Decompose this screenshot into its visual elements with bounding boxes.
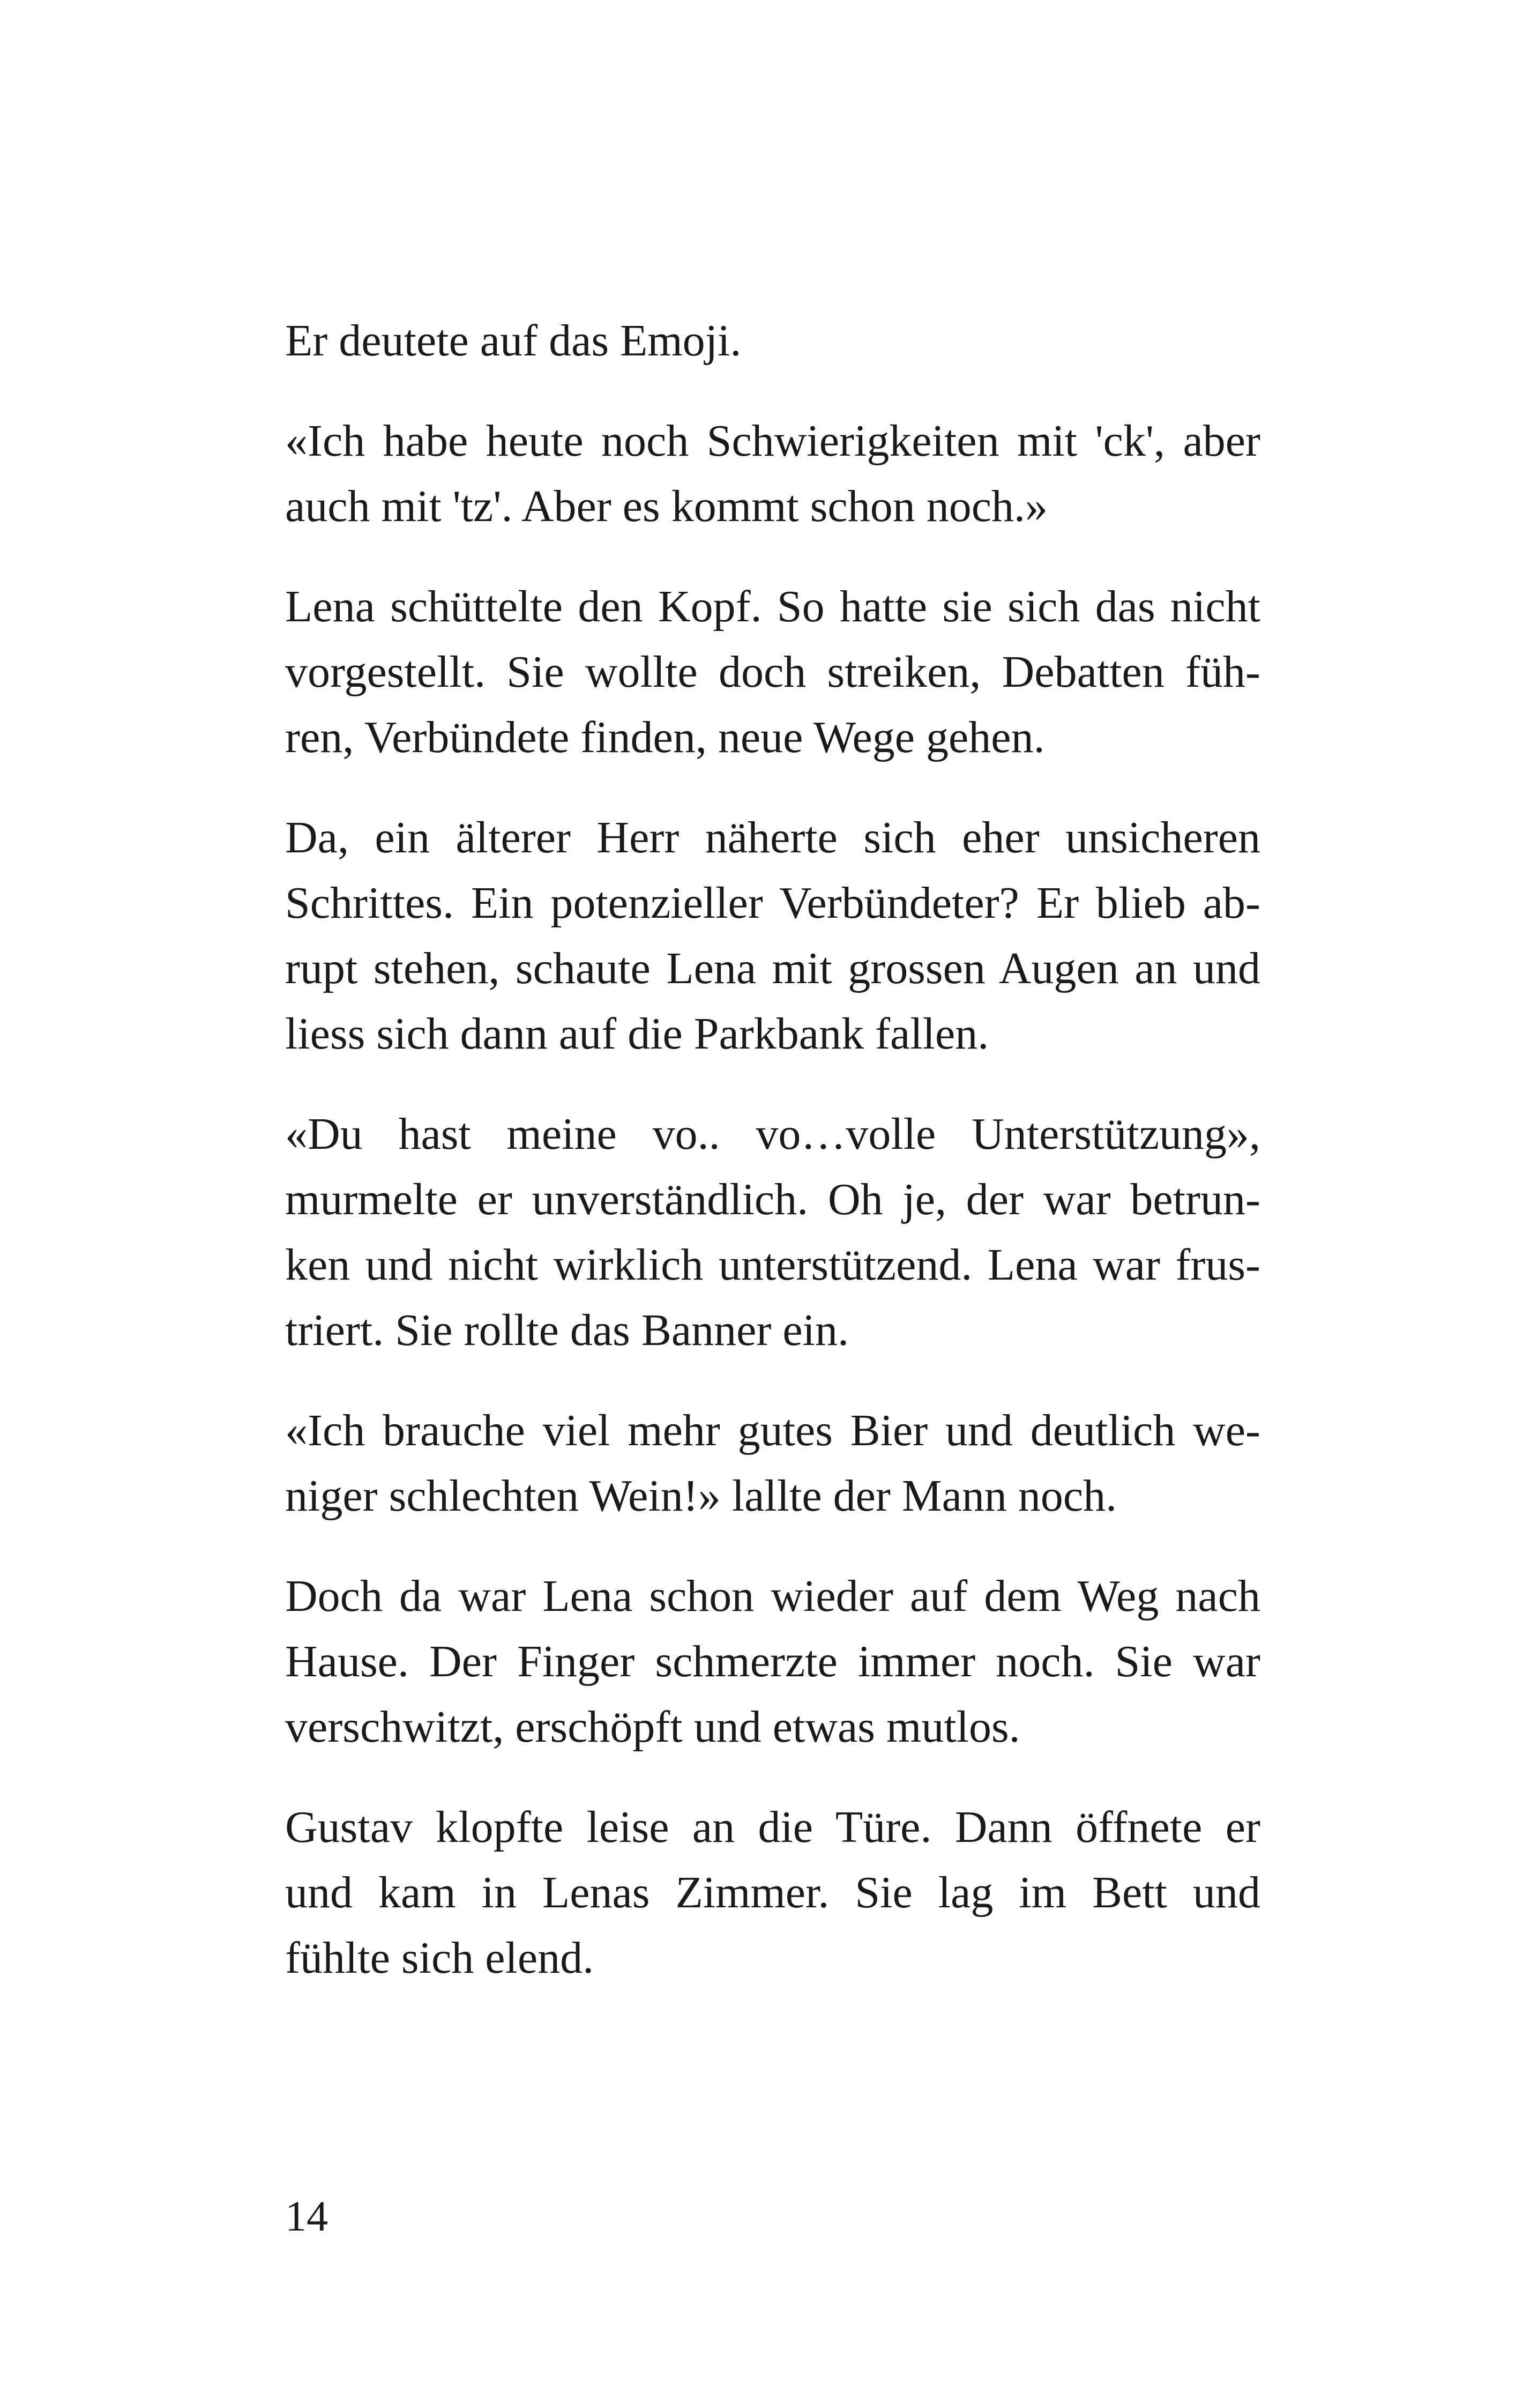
text-line: «Ich brauche viel mehr gutes Bier und deutlich we- xyxy=(285,1406,1260,1455)
text-line: und kam in Lenas Zimmer. Sie lag im Bett und xyxy=(285,1868,1260,1918)
text-line: Schrittes. Ein potenzieller Verbündeter? Er blieb ab- xyxy=(285,878,1260,928)
paragraph xyxy=(285,805,1260,1067)
text-line: Gustav klopfte leise an die Türe. Dann öffnete er xyxy=(285,1802,1260,1852)
text-line: Doch da war Lena schon wieder auf dem Weg nach xyxy=(285,1571,1260,1621)
text-line: auch mit 'tz'. Aber es kommt schon noch.» xyxy=(285,481,1048,531)
paragraph xyxy=(285,1795,1260,1991)
paragraph xyxy=(285,1564,1260,1760)
text-line: murmelte er unverständlich. Oh je, der war betrun- xyxy=(285,1175,1260,1224)
text-line: rupt stehen, schaute Lena mit grossen Augen an und xyxy=(285,943,1260,993)
text-line: fühlte sich elend. xyxy=(285,1933,594,1983)
paragraph xyxy=(285,1102,1260,1363)
text-line: verschwitzt, erschöpft und etwas mutlos. xyxy=(285,1702,1020,1752)
text-line: vorgestellt. Sie wollte doch streiken, Debatten füh- xyxy=(285,647,1260,697)
paragraph xyxy=(285,308,1260,374)
text-line: Er deutete auf das Emoji. xyxy=(285,316,742,366)
body-text xyxy=(285,308,1260,1991)
text-line: ren, Verbündete finden, neue Wege gehen. xyxy=(285,712,1045,762)
text-line: Hause. Der Finger schmerzte immer noch. Sie war xyxy=(285,1637,1260,1686)
text-line: Da, ein älterer Herr näherte sich eher unsicheren xyxy=(285,813,1260,863)
text-line: ken und nicht wirklich unterstützend. Lena war frus- xyxy=(285,1240,1260,1290)
text-line: «Ich habe heute noch Schwierigkeiten mit 'ck', aber xyxy=(285,416,1260,466)
page-number: 14 xyxy=(285,2193,328,2240)
paragraph xyxy=(285,408,1260,539)
text-line: liess sich dann auf die Parkbank fallen. xyxy=(285,1009,989,1059)
paragraph xyxy=(285,574,1260,770)
text-line: niger schlechten Wein!» lallte der Mann noch. xyxy=(285,1471,1117,1521)
paragraph xyxy=(285,1398,1260,1529)
text-line: triert. Sie rollte das Banner ein. xyxy=(285,1305,849,1355)
text-line: «Du hast meine vo.. vo…volle Unterstützung», xyxy=(285,1109,1260,1159)
text-line: Lena schüttelte den Kopf. So hatte sie sich das nicht xyxy=(285,582,1260,631)
